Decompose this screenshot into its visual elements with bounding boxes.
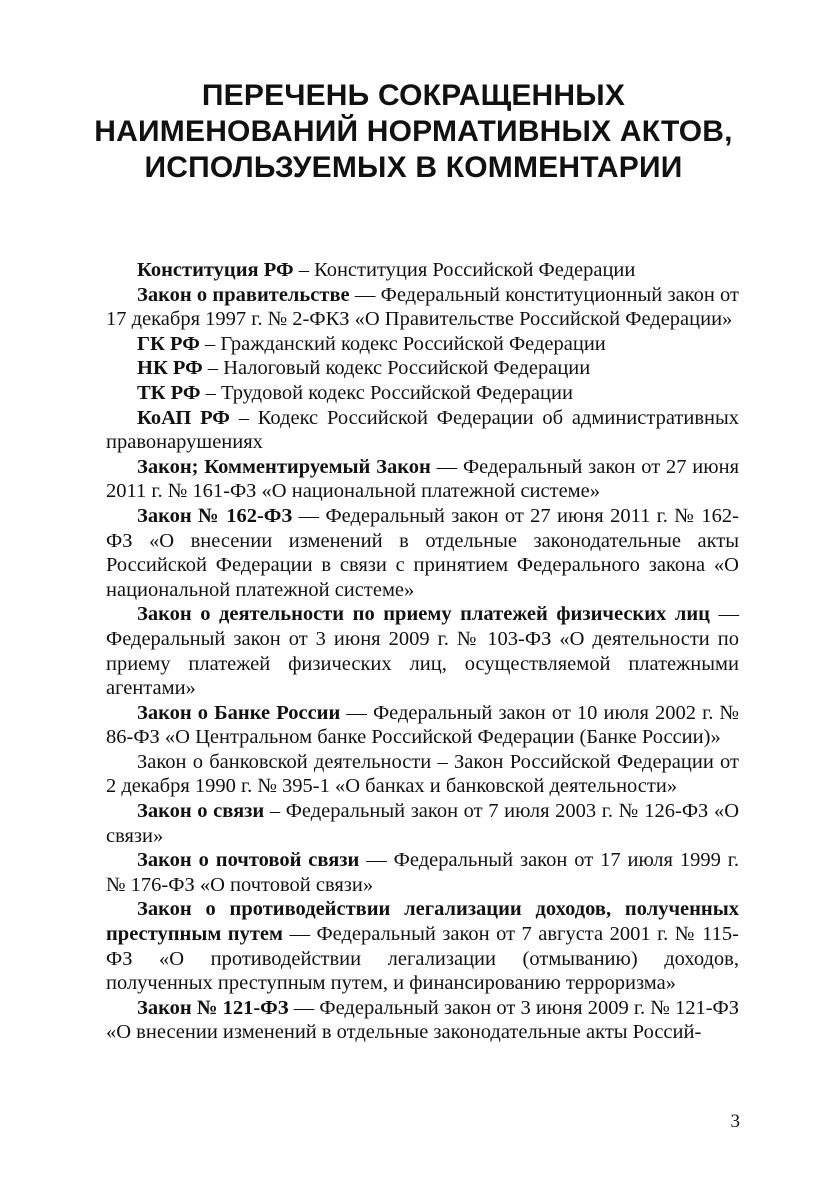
entry-definition: — Федеральный закон от 27 июня 2011 г. № 161-ФЗ «О национальной платежной системе» [106,455,739,503]
entry-term: Закон о Банке России [137,701,341,724]
entry-definition: — Федеральный конституционный закон от 17 декабря 1997 г. № 2-ФКЗ «О Правительстве Российской Федерации» [106,283,739,331]
entry-term: КоАП РФ [137,406,230,429]
page-title-line: ИСПОЛЬЗУЕМЫХ В КОММЕНТАРИИ [144,151,683,184]
entry-definition: – Кодекс Российской Федерации об административных правонарушениях [106,406,739,454]
entry-definition: – Конституция Российской Федерации [293,259,636,281]
entry-term: Конституция РФ [137,259,294,281]
list-item [106,258,739,283]
entry-definition: — Федеральный закон от 17 июля 1999 г. № 176-ФЗ «О почтовой связи» [106,849,739,896]
list-item [106,897,739,995]
entry-term: Закон о правительстве [137,283,350,306]
entry-term: Закон № 121-ФЗ [137,996,289,1019]
entry-definition: Закон о банковской деятельности – Закон Российской Федерации от 2 декабря 1990 г. № 395-1 «О банках и банковской деятельности» [106,750,739,798]
entry-definition: – Федеральный закон от 7 июля 2003 г. № 126-ФЗ «О связи» [106,800,740,847]
entry-term: Закон о почтовой связи [137,849,360,872]
list-item [106,406,739,455]
entry-definition: — Федеральный закон от 10 июля 2002 г. № 86-ФЗ «О Центральном банке Российской Федерации (Банке России)» [106,701,739,749]
entry-term: ГК РФ [137,332,200,355]
entry-term: ТК РФ [137,381,201,404]
entry-definition: — Федеральный закон от 27 июня 2011 г. № 162-ФЗ «О внесении изменений в отдельные законодательные акты Российской Федерации в связи с принятием Федерального закона «О национальной платежной системе» [106,504,739,601]
list-item [106,996,739,1045]
entry-definition: — Федеральный закон от 3 июня 2009 г. № 121-ФЗ «О внесении изменений в отдельные законодательные акты Россий- [106,996,739,1044]
page-number: 3 [730,1111,740,1132]
entry-term: Закон; Комментируемый Закон [137,455,431,478]
entry-term: Закон о деятельности по приему платежей физических лиц [137,603,710,626]
entry-term: Закон № 162-ФЗ [137,504,293,527]
entry-definition: – Трудовой кодекс Российской Федерации [200,381,573,404]
page-title [60,78,767,186]
page-title-line: НАИМЕНОВАНИЙ НОРМАТИВНЫХ АКТОВ, [94,115,733,148]
list-item [106,701,739,750]
entry-term: Закон о связи [137,800,265,823]
list-item [106,356,739,381]
list-item [106,799,739,848]
list-item [106,381,739,406]
abbreviations-list [106,258,739,1045]
entry-definition: — Федеральный закон от 3 июня 2009 г. № 103-ФЗ «О деятельности по приему платежей физических лиц, осуществляемой платежными агентами» [106,603,739,700]
page-title-line: ПЕРЕЧЕНЬ СОКРАЩЕННЫХ [201,79,626,112]
list-item [106,332,739,357]
entry-definition: — Федеральный закон от 7 августа 2001 г. № 115-ФЗ «О противодействии легализации (отмыванию) доходов, полученных преступным путем, и финансированию терроризма» [106,923,739,995]
list-item [106,283,739,332]
list-item [106,848,739,897]
entry-term: Закон о противодействии легализации доходов, полученных преступным путем [106,898,739,946]
list-item [106,750,739,799]
list-item [106,602,739,700]
entry-definition: – Налоговый кодекс Российской Федерации [202,357,591,380]
entry-definition: – Гражданский кодекс Российской Федерации [199,332,606,355]
list-item [106,455,739,504]
entry-term: НК РФ [137,357,203,380]
list-item [106,504,739,602]
